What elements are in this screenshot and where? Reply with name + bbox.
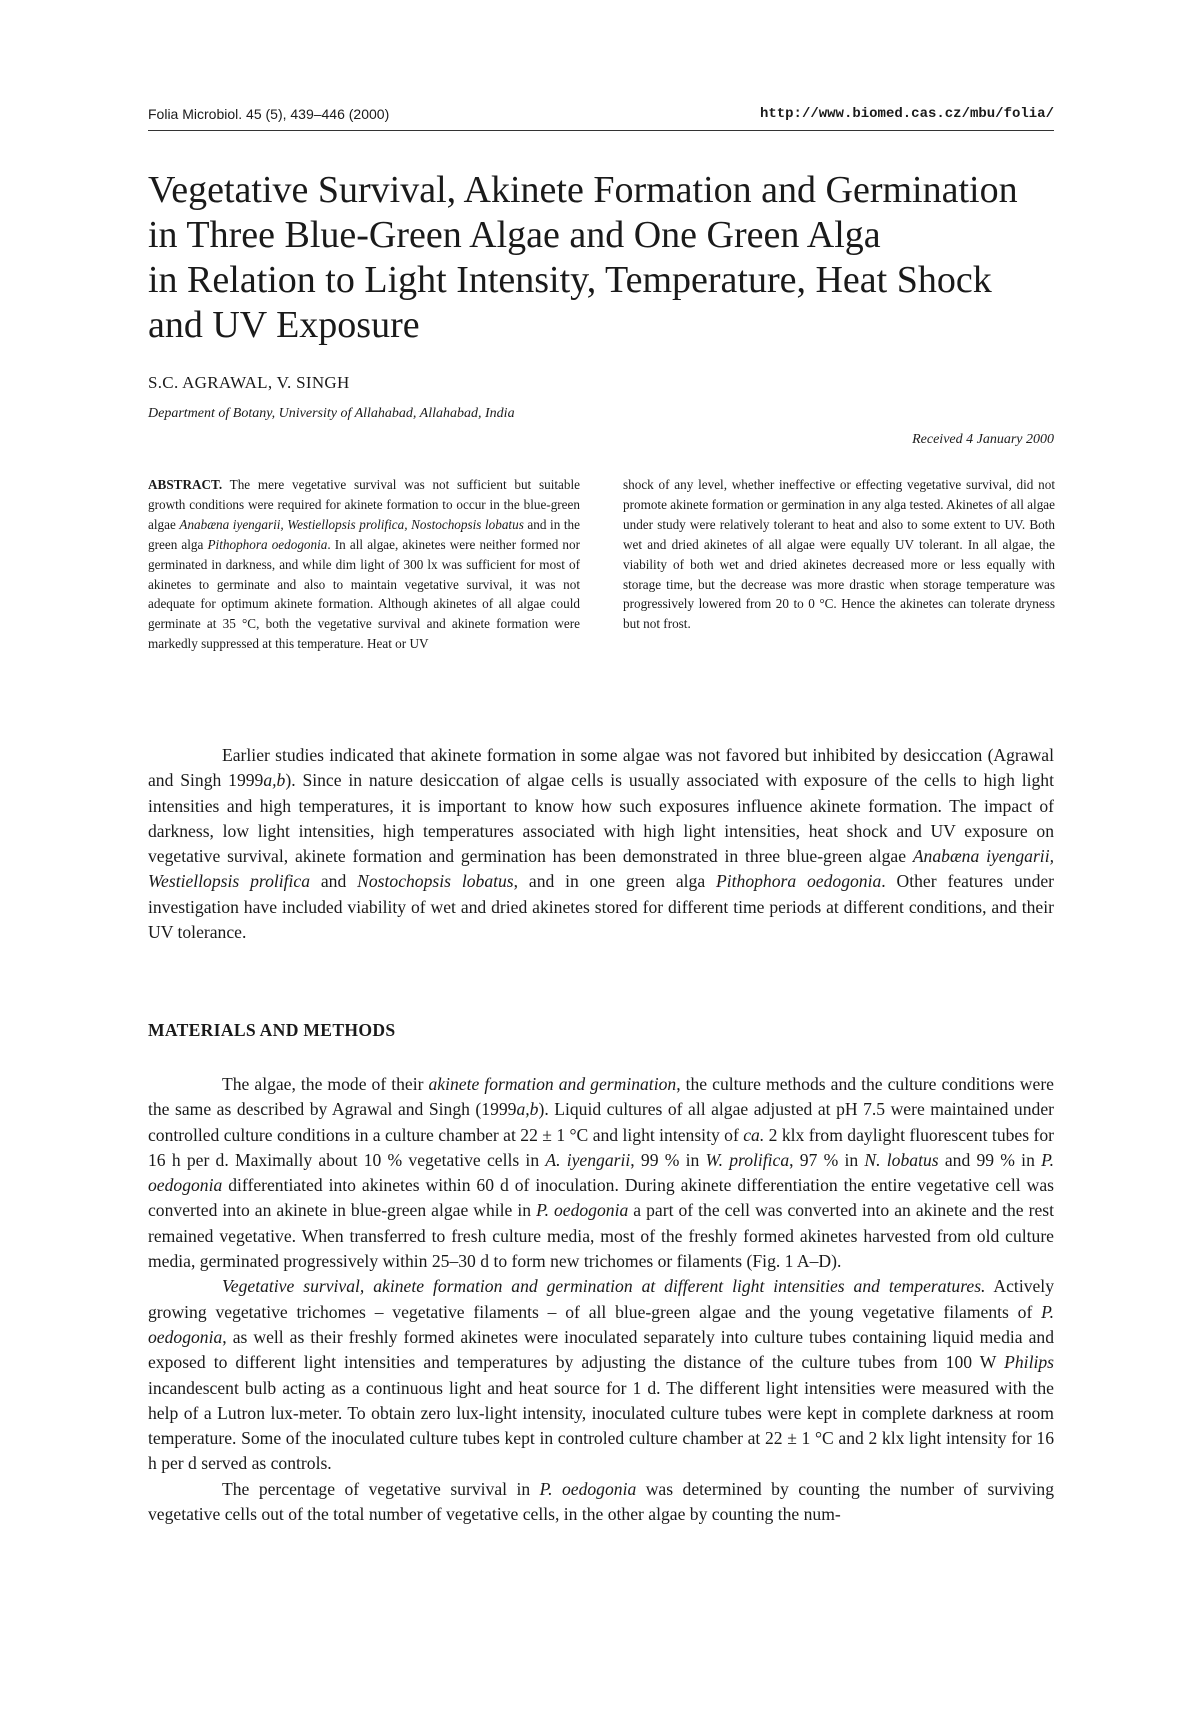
body-text: was determined by counting the number of surviving vegetative cells out of the total number of vegetative cells, in the other algae by counting the num-: [148, 1478, 1054, 1525]
title-line: in Relation to Light Intensity, Temperature, Heat Shock: [148, 259, 992, 301]
running-header: [148, 96, 1054, 131]
body-text: , as well as their freshly formed akinetes were inoculated separately into culture tubes containing liquid media and exposed to different light intensities and temperatures by adjusting the distance of the culture tubes from 100 W: [148, 1326, 1054, 1373]
species-name: Pithophora oedogonia: [207, 536, 328, 552]
abstract-text: and in the green alga: [148, 516, 580, 552]
body-paragraph: [148, 1274, 1054, 1476]
body-text: , and in one green alga: [513, 871, 717, 892]
body-text: and 99 % in: [938, 1149, 1042, 1170]
body-text: ). Since in nature desiccation of algae cells is usually associated with exposure of the cells to high light intensities and high temperatures, it is important to know how such exposures influence akinete formation. The impact of darkness, low light intensities, high temperatures associated with high light intensities, heat shock and UV exposure on vegetative survival, akinete formation and germination has been demonstrated in three blue-green algae: [148, 770, 1054, 867]
body-text: and: [310, 871, 358, 892]
body-text: Earlier studies indicated that akinete formation in some algae was not favored but inhibited by desiccation (Agrawal and Singh 1999: [148, 745, 1054, 791]
journal-citation: Folia Microbiol. 45 (5), 439–446 (2000): [148, 106, 390, 122]
abstract-column-right: [623, 475, 1055, 634]
abstract-paragraph: shock of any level, whether ineffective or effecting vegetative survival, did not promote akinete formation or germination in any alga tested. Akinetes of all algae under study were relatively tolerant to heat and also to some extent to UV. Both wet and dried akinetes of all algae were equally UV tolerant. In all algae, the viability of both wet and dried akinetes decreased more or less equally with storage time, but the decrease was more drastic when storage temperature was progressively lowered from 20 to 0 °C. Hence the akinetes can tolerate dryness but not frost.: [623, 477, 1055, 632]
body-text: differentiated into akinetes within 60 d of inoculation. During akinete differentiation the entire vegetative cell was converted into an akinete in blue-green algae while in: [148, 1175, 1054, 1221]
body-text: , the culture methods and the culture conditions were the same as described by Agrawal and Singh (1999: [148, 1074, 1054, 1120]
species-name: Nostochopsis lobatus: [357, 871, 514, 892]
subsection-heading: Vegetative survival, akinete formation and germination at different light intensities and temperatures.: [222, 1276, 986, 1297]
article-title: [148, 168, 1068, 348]
introduction: [148, 743, 1054, 945]
body-paragraph: [148, 1072, 1054, 1274]
body-text: . Other features under investigation have included viability of wet and dried akinetes stored for different time periods at different conditions, and their UV tolerance.: [148, 871, 1055, 943]
species-name: W. prolifica: [705, 1149, 790, 1170]
abstract-text: The mere vegetative survival was not sufficient but suitable growth conditions were required for akinete formation to occur in the blue-green algae: [148, 477, 580, 532]
species-name: P. oedogonia: [148, 1149, 1054, 1196]
received-date: Received 4 January 2000: [912, 432, 1054, 447]
body-text: a part of the cell was converted into an akinete and the rest remained vegetative. When transferred to fresh culture media, most of the freshly formed akinetes harvested from old culture media, germinated progressively within 25–30 d to form new trichomes or filaments (Fig. 1 A–D).: [148, 1200, 1054, 1272]
body-text: incandescent bulb acting as a continuous light and heat source for 1 d. The different light intensities were measured with the help of a Lutron lux-meter. To obtain zero lux-light intensity, inoculated culture tubes were kept in complete darkness at room temperature. Some of the inoculated culture tubes kept in controled culture chamber at 22 ± 1 °C and 2 klx light intensity for 16 h per d served as controls.: [148, 1377, 1054, 1474]
body-text: ). Liquid cultures of all algae adjusted at pH 7.5 were maintained under controlled culture conditions in a culture chamber at 22 ± 1 °C and light intensity of: [148, 1099, 1054, 1145]
abstract-label: ABSTRACT.: [148, 477, 223, 492]
citation-suffix: a,b: [516, 1099, 539, 1120]
brand-name: Philips: [1004, 1352, 1054, 1373]
emphasis: ca.: [743, 1124, 765, 1145]
abstract-text: . In all algae, akinetes were neither formed nor germinated in darkness, and while dim light of 300 lx was sufficient for most of akinetes to germinate and also to maintain vegetative survival, it was not adequate for optimum akinete formation. Although akinetes of all algae could germinate at 35 °C, both the vegetative survival and akinete formation were markedly suppressed at this temperature. Heat or UV: [148, 536, 580, 652]
emphasis: akinete formation and germination: [428, 1074, 677, 1094]
abstract-paragraph: [148, 475, 580, 654]
body-text: , 97 % in: [789, 1149, 865, 1170]
title-line: Vegetative Survival, Akinete Formation and Germination: [148, 169, 1018, 211]
body-text: The algae, the mode of their: [222, 1074, 429, 1094]
author-list: S.C. AGRAWAL, V. SINGH: [148, 373, 350, 392]
body-paragraph: [148, 743, 1054, 945]
species-name: A. iyengarii: [545, 1149, 631, 1170]
body-text: , 99 % in: [630, 1149, 706, 1170]
abstract-column-left: [148, 475, 580, 654]
affiliation: Department of Botany, University of Allahabad, Allahabad, India: [148, 406, 515, 421]
species-name: Pithophora oedogonia: [716, 871, 882, 892]
species-name: P. oedogonia: [539, 1478, 637, 1499]
materials-and-methods: [148, 1072, 1054, 1527]
title-line: in Three Blue-Green Algae and One Green Alga: [148, 214, 881, 256]
body-text: 2 klx from daylight fluorescent tubes for 16 h per d. Maximally about 10 % vegetative cells in: [148, 1124, 1054, 1170]
title-line: and UV Exposure: [148, 304, 420, 346]
species-names: Anabæna iyengarii, Westiellopsis prolifica: [148, 846, 1054, 892]
body-text: Actively growing vegetative trichomes – vegetative filaments – of all blue-green algae and the young vegetative filaments of: [148, 1276, 1054, 1322]
species-name: P. oedogonia: [148, 1301, 1054, 1347]
species-names: Anabæna iyengarii, Westiellopsis prolifica, Nostochopsis lobatus: [179, 516, 524, 532]
body-paragraph: [148, 1477, 1054, 1528]
journal-url[interactable]: http://www.biomed.cas.cz/mbu/folia/: [759, 106, 1054, 122]
species-name: N. lobatus: [864, 1149, 939, 1170]
citation-suffix: a,b: [263, 770, 286, 791]
section-heading: MATERIALS AND METHODS: [148, 1020, 396, 1040]
species-name: P. oedogonia: [536, 1200, 629, 1221]
body-text: The percentage of vegetative survival in: [222, 1478, 540, 1499]
